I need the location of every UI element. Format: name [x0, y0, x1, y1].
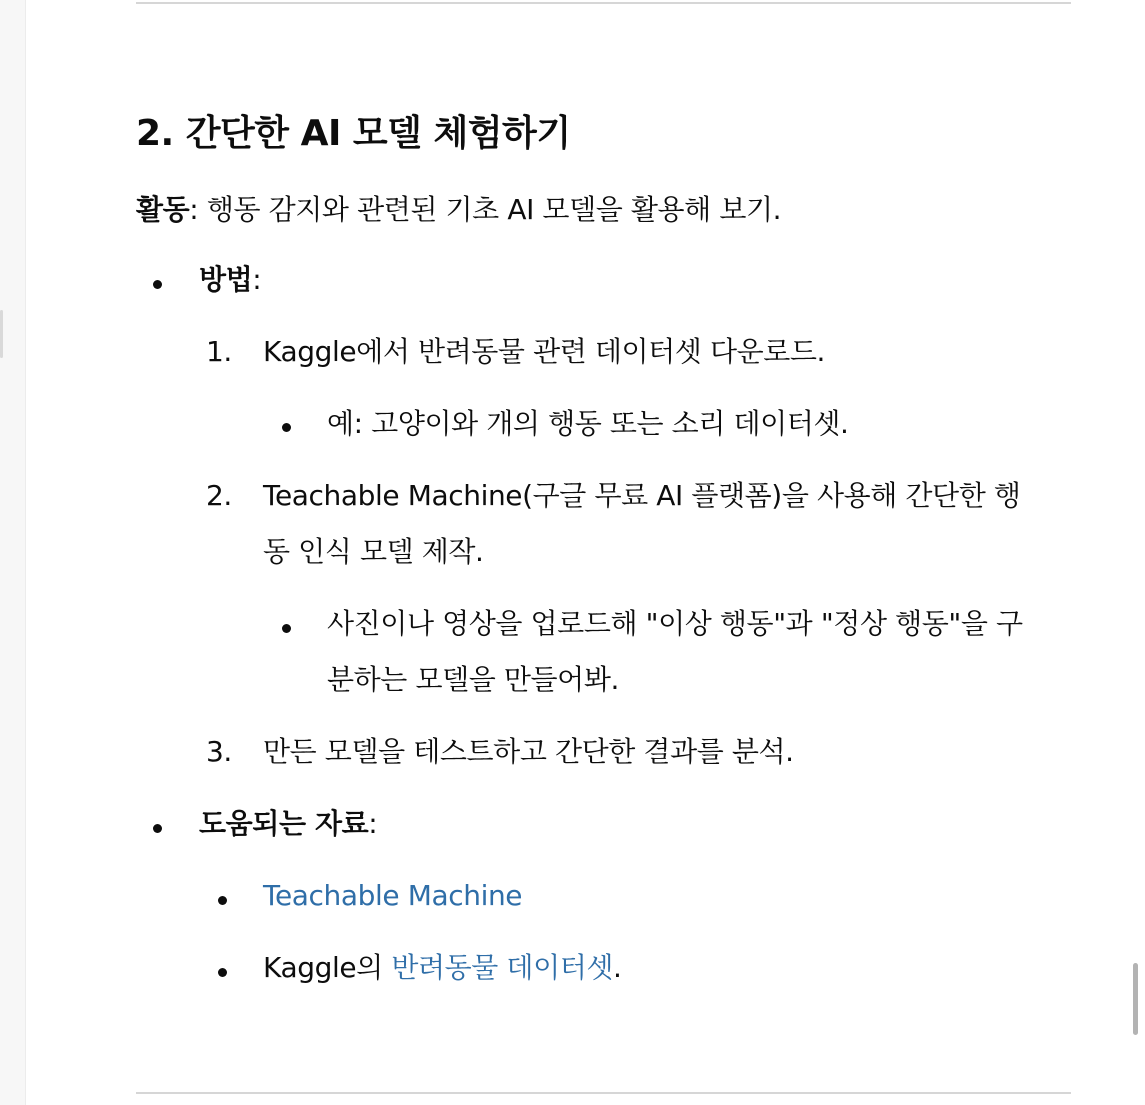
step-subitem-line1: 사진이나 영상을 업로드해 "이상 행동"과 "정상 행동"을 구 [327, 607, 1023, 640]
resource-item [263, 950, 622, 986]
sidebar-edge [0, 0, 26, 1105]
bullet-dot [153, 280, 162, 289]
step-text-line2: 동 인식 모델 제작. [263, 535, 484, 568]
resource-item [263, 878, 522, 914]
step-number: 1. [206, 335, 232, 368]
method-label: 방법 [199, 263, 253, 296]
divider-top [136, 2, 1071, 4]
step-text: 만든 모델을 테스트하고 간단한 결과를 분석. [263, 735, 794, 768]
step-subitem: 예: 고양이와 개의 행동 또는 소리 데이터셋. [327, 407, 849, 440]
step-subitem-line2: 분하는 모델을 만들어봐. [327, 663, 619, 696]
activity-text: : 행동 감지와 관련된 기초 AI 모델을 활용해 보기. [189, 193, 782, 226]
bullet-dot [153, 824, 162, 833]
step-text: Kaggle에서 반려동물 관련 데이터셋 다운로드. [263, 335, 826, 368]
teachable-machine-link[interactable]: Teachable Machine [263, 879, 523, 912]
divider-bottom [136, 1092, 1071, 1094]
sidebar-resize-handle[interactable] [0, 310, 3, 358]
activity-paragraph [136, 192, 781, 228]
resources-colon: : [368, 807, 378, 840]
step-text-line1: Teachable Machine(구글 무료 AI 플랫폼)을 사용해 간단한 행 [263, 479, 1021, 512]
resource-suffix: . [613, 951, 622, 984]
method-heading [199, 262, 261, 298]
resources-label: 도움되는 자료 [199, 807, 369, 840]
step-number: 2. [206, 479, 232, 512]
method-colon: : [252, 263, 262, 296]
bullet-dot [282, 624, 291, 633]
step-number: 3. [206, 735, 232, 768]
resource-prefix: Kaggle의 [263, 951, 392, 984]
bullet-dot [218, 968, 227, 977]
scrollbar-thumb[interactable] [1133, 963, 1138, 1035]
bullet-dot [282, 423, 291, 432]
activity-label: 활동 [136, 193, 190, 226]
resources-heading [199, 806, 377, 842]
section-heading: 2. 간단한 AI 모델 체험하기 [136, 113, 571, 154]
bullet-dot [218, 896, 227, 905]
pet-dataset-link[interactable]: 반려동물 데이터셋 [391, 951, 614, 984]
